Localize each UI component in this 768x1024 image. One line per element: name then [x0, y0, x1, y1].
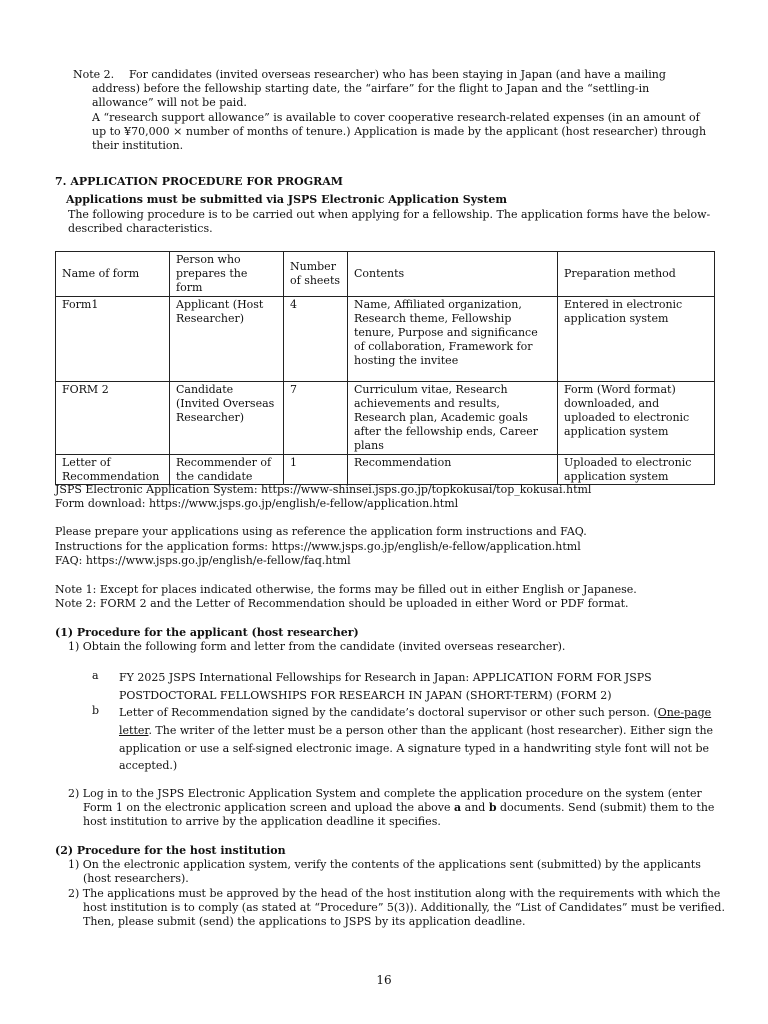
table-cell: Uploaded to electronic application system — [558, 454, 715, 484]
table-cell: Curriculum vitae, Research achievements and results, Research plan, Academic goals after the fellowship ends, Career plans — [348, 381, 558, 454]
header-sheets: Number of sheets — [284, 252, 348, 297]
note2-line1: For candidates (invited overseas researcher) who has been staying in Japan (and have a mailing — [129, 68, 666, 81]
table-cell: 4 — [284, 296, 348, 381]
table-cell: Recommender of the candidate — [170, 454, 284, 484]
note2-first-line — [73, 68, 713, 82]
item-b-marker: b — [92, 704, 100, 717]
one-page-letter: One-page letter — [119, 706, 712, 737]
table-cell: Entered in electronic application system — [558, 296, 715, 381]
table-cell: Recommendation — [348, 454, 558, 484]
table-cell: Form1 — [56, 296, 170, 381]
table-cell: 7 — [284, 381, 348, 454]
forms-table — [55, 251, 715, 485]
system-link[interactable]: JSPS Electronic Application System: https://www-shinsei.jsps.go.jp/topkokusai/top_kokusai.html — [55, 483, 592, 496]
procedure1-step2: 2) Log in to the JSPS Electronic Application System and complete the application procedure on the system (enter Form 1 on the electronic application screen and upload the above a and b documents. Send (submit) them to the host institution to arrive by the application deadline it specifies. — [68, 787, 715, 829]
instructions-link[interactable]: Instructions for the application forms: https://www.jsps.go.jp/english/e-fellow/application.html — [55, 540, 581, 553]
procedure1-step1: 1) Obtain the following form and letter from the candidate (invited overseas researcher). — [68, 640, 566, 653]
item-a-marker: a — [92, 669, 99, 682]
item-b-text: Letter of Recommendation signed by the candidate’s doctoral supervisor or other such person. (One-page letter. The writer of the letter must be a person other than the applicant (host researcher). Either sign the application or use a self-signed electronic image. A signature typed in a handwriting style font will not be accepted.) — [119, 706, 714, 773]
note-1: Note 1: Except for places indicated otherwise, the forms may be filled out in either English or Japanese. — [55, 583, 637, 596]
prepare-text: Please prepare your applications using as reference the application form instructions and FAQ. — [55, 525, 587, 538]
table-cell: Candidate (Invited Overseas Researcher) — [170, 381, 284, 454]
header-preparation: Preparation method — [558, 252, 715, 297]
table-row — [56, 454, 715, 484]
table-cell: Letter of Recommendation — [56, 454, 170, 484]
section-heading: 7. APPLICATION PROCEDURE FOR PROGRAM — [55, 175, 343, 188]
table-cell: 1 — [284, 454, 348, 484]
item-a-text: FY 2025 JSPS International Fellowships for Research in Japan: APPLICATION FORM FOR JSPS POSTDOCTORAL FELLOWSHIPS FOR RESEARCH IN JAPAN (SHORT-TERM) (FORM 2) — [119, 671, 652, 702]
note2-allowance: A “research support allowance” is available to cover cooperative research-related expenses (in an amount of up to ¥70,000 × number of months of tenure.) Application is made by the applicant (host researcher) through their institution. — [92, 111, 707, 153]
table-cell: Applicant (Host Researcher) — [170, 296, 284, 381]
procedure2-step1: 1) On the electronic application system, verify the contents of the applications sent (submitted) by the applicants (host researchers). — [68, 858, 701, 886]
table-row — [56, 381, 715, 454]
header-person: Person who prepares the form — [170, 252, 284, 297]
section-subheading: Applications must be submitted via JSPS Electronic Application System — [66, 193, 508, 206]
faq-link[interactable]: FAQ: https://www.jsps.go.jp/english/e-fellow/faq.html — [55, 554, 351, 567]
header-name-of-form: Name of form — [56, 252, 170, 297]
header-contents: Contents — [348, 252, 558, 297]
procedure2-step2: 2) The applications must be approved by the head of the host institution along with the requirements with which the host institution is to comply (as stated at “Procedure” 5(3)). Additionally, the “List of Candidates” must be verified. Then, please submit (send) the applications to JSPS by its application deadline. — [68, 887, 725, 929]
section-intro: The following procedure is to be carried out when applying for a fellowship. The application forms have the below-described characteristics. — [68, 208, 711, 236]
page-number: 16 — [376, 973, 392, 987]
procedure2-heading: (2) Procedure for the host institution — [55, 844, 286, 857]
note-2: Note 2: FORM 2 and the Letter of Recommendation should be uploaded in either Word or PDF format. — [55, 597, 629, 610]
table-cell: Form (Word format) downloaded, and uploaded to electronic application system — [558, 381, 715, 454]
table-cell: Name, Affiliated organization, Research theme, Fellowship tenure, Purpose and significance of collaboration, Framework for hosting the invitee — [348, 296, 558, 381]
note2-rest: address) before the fellowship starting date, the “airfare” for the flight to Japan and the “settling-in allowance” will not be paid. — [92, 82, 650, 110]
procedure1-heading: (1) Procedure for the applicant (host researcher) — [55, 626, 359, 639]
note2-label: Note 2. — [73, 68, 115, 81]
table-row — [56, 296, 715, 381]
table-header-row — [56, 252, 715, 297]
download-link[interactable]: Form download: https://www.jsps.go.jp/english/e-fellow/application.html — [55, 497, 459, 510]
table-cell: FORM 2 — [56, 381, 170, 454]
